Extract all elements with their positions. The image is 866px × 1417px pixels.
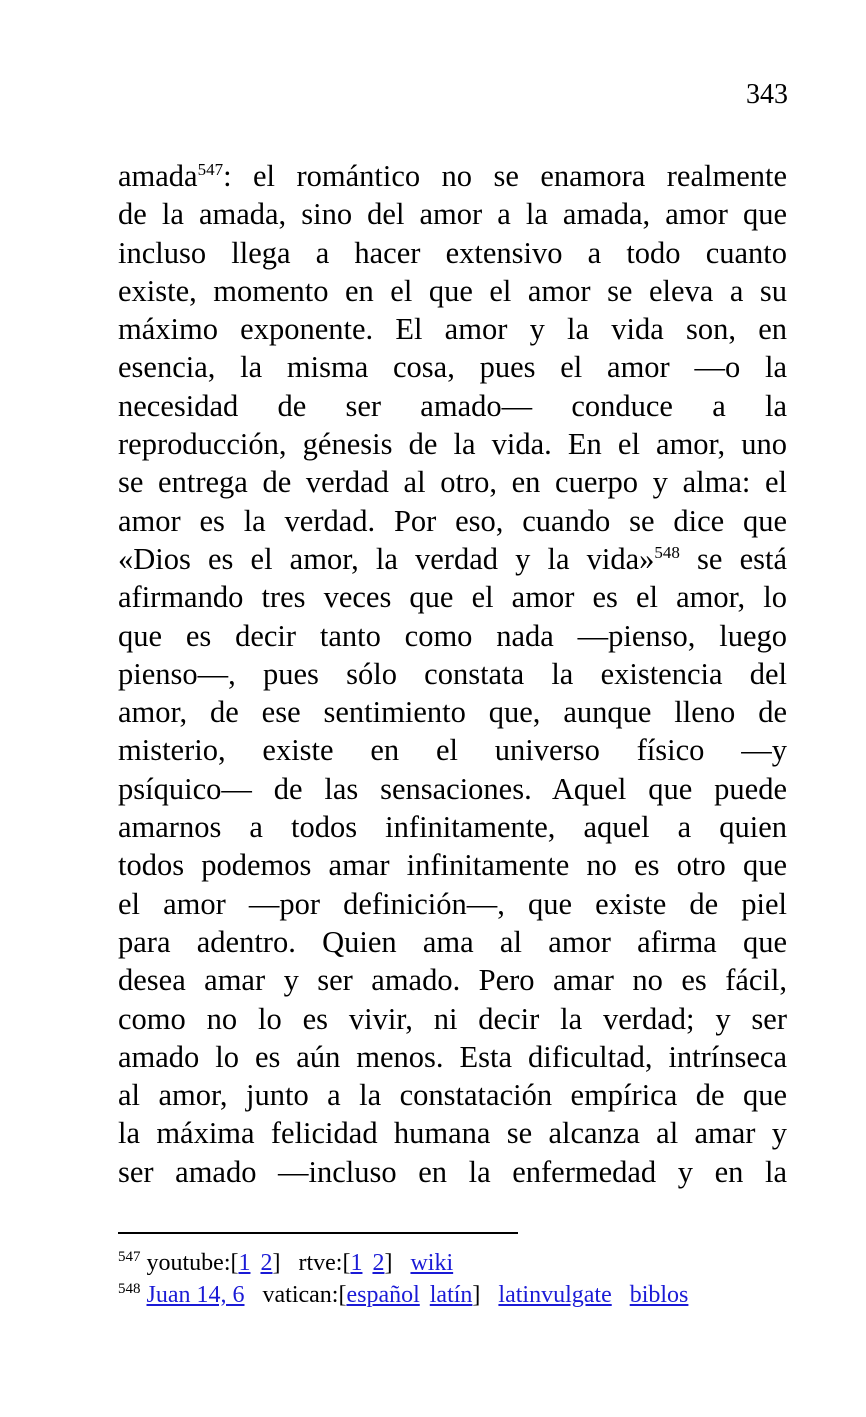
body-line: pienso—, pues sólo constata la existencia del [118,656,787,691]
body-line: al amor, junto a la constatación empírica de que [118,1078,787,1113]
body-line: se entrega de verdad al otro, en cuerpo y alma: el [118,465,787,500]
rtve-link-2[interactable]: 2 [372,1250,385,1276]
footnotes [118,1247,818,1311]
body-line: que es decir tanto como nada —pienso, luego [118,618,787,653]
body-line: existe, momento en el que el amor se eleva a su [118,273,787,308]
body-line-text: amada [118,159,198,193]
footnote-number: 547 [118,1249,141,1265]
body-line: afirmando tres veces que el amor es el amor, lo [118,580,787,615]
footnote-divider [118,1232,518,1234]
body-text [118,157,787,1191]
body-line: amado lo es aún menos. Esta dificultad, intrínseca [118,1039,787,1074]
body-line: como no lo es vivir, ni decir la verdad; y ser [118,1001,787,1036]
juan-reference-link[interactable]: Juan 14, 6 [146,1282,245,1308]
youtube-close: ] [272,1250,281,1276]
wiki-link[interactable]: wiki [410,1250,454,1276]
youtube-link-2[interactable]: 2 [260,1250,273,1276]
vatican-label: vatican:[ [262,1282,347,1308]
body-line-text: se está [679,541,788,576]
rtve-label: rtve:[ [298,1250,351,1276]
body-line [118,157,787,195]
page-number: 343 [746,79,788,110]
rtve-link-1[interactable]: 1 [350,1250,363,1276]
body-line: el amor —por definición—, que existe de piel [118,886,787,921]
footnote-number: 548 [118,1281,141,1297]
footnote-ref-548: 548 [654,542,680,562]
body-line: amarnos a todos infinitamente, aquel a quien [118,810,787,845]
footnote-ref-547: 547 [197,159,224,179]
body-line: amor, de ese sentimiento que, aunque lleno de [118,695,787,730]
body-line: desea amar y ser amado. Pero amar no es fácil, [118,963,787,998]
latinvulgate-link[interactable]: latinvulgate [498,1282,612,1308]
youtube-link-1[interactable]: 1 [238,1250,251,1276]
vatican-espanol-link[interactable]: español [346,1282,420,1308]
body-line: para adentro. Quien ama al amor afirma que [118,924,787,959]
body-line-text: : el romántico no se enamora realmente [223,159,787,193]
body-line [118,540,787,578]
youtube-label: youtube:[ [146,1250,239,1276]
vatican-close: ] [472,1282,481,1308]
body-line-text: «Dios es el amor, la verdad y la vida» [118,541,655,576]
body-line: amor es la verdad. Por eso, cuando se dice que [118,503,787,538]
vatican-latin-link[interactable]: latín [429,1282,473,1308]
body-line: ser amado —incluso en la enfermedad y en la [118,1154,787,1189]
footnote-547 [118,1247,818,1279]
body-line: incluso llega a hacer extensivo a todo cuanto [118,235,787,270]
biblos-link[interactable]: biblos [629,1282,689,1308]
rtve-close: ] [384,1250,393,1276]
footnote-548 [118,1279,818,1311]
body-line: necesidad de ser amado— conduce a la [118,388,787,423]
body-line: reproducción, génesis de la vida. En el amor, uno [118,427,787,462]
body-line: misterio, existe en el universo físico —y [118,733,787,768]
body-line: esencia, la misma cosa, pues el amor —o la [118,350,787,385]
body-line: psíquico— de las sensaciones. Aquel que puede [118,771,787,806]
body-line: la máxima felicidad humana se alcanza al amar y [118,1116,787,1151]
body-line: de la amada, sino del amor a la amada, amor que [118,197,787,232]
body-line: máximo exponente. El amor y la vida son, en [118,312,787,347]
body-line: todos podemos amar infinitamente no es otro que [118,848,787,883]
